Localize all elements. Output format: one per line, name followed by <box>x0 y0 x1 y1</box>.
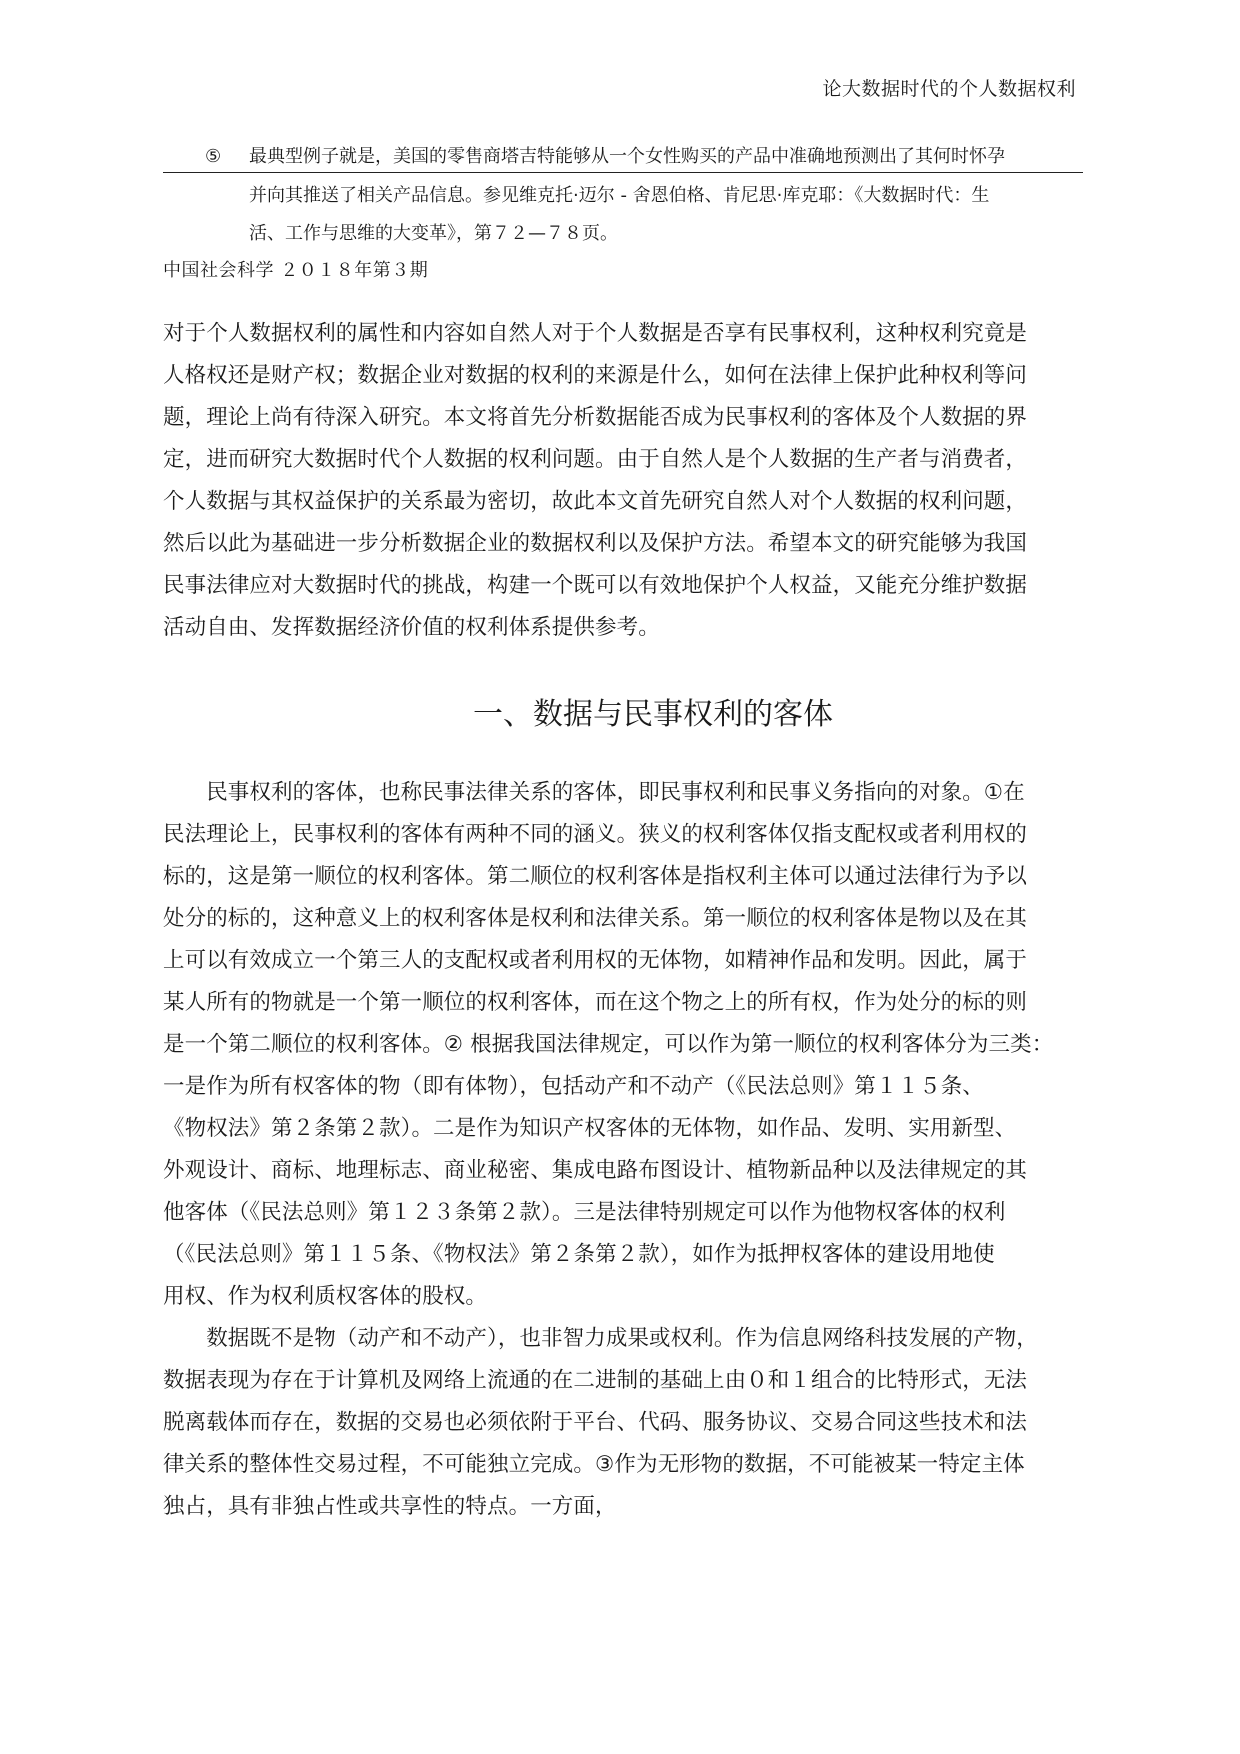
footnote-text: 最典型例子就是，美国的零售商塔吉特能够从一个女性购买的产品中准确地预测出了其何时怀孕 <box>249 146 1005 167</box>
paragraph-line: 脱离载体而存在，数据的交易也必须依附于平台、代码、服务协议、交易合同这些技术和法 <box>163 1410 1028 1435</box>
intro-paragraph <box>163 313 1083 649</box>
paragraph-line: 《物权法》第２条第２款）。二是作为知识产权客体的无体物，如作品、发明、实用新型、 <box>163 1116 1017 1141</box>
paragraph-line: 一是作为所有权客体的物（即有体物），包括动产和不动产（《民法总则》第１１５条、 <box>163 1074 984 1099</box>
paragraph-line: 民事权利的客体，也称民事法律关系的客体，即民事权利和民事义务指向的对象。①在 <box>163 780 1025 805</box>
journal-issue-line: 中国社会科学 ２０１８年第３期 <box>163 260 429 281</box>
paragraph-line: （《民法总则》第１１５条、《物权法》第２条第２款），如作为抵押权客体的建设用地使 <box>163 1242 995 1267</box>
paragraph-line: 人格权还是财产权；数据企业对数据的权利的来源是什么，如何在法律上保护此种权利等问 <box>163 363 1028 388</box>
paragraph-line: 处分的标的，这种意义上的权利客体是权利和法律关系。第一顺位的权利客体是物以及在其 <box>163 906 1028 931</box>
paragraph-line: 个人数据与其权益保护的关系最为密切，故此本文首先研究自然人对个人数据的权利问题， <box>163 489 1028 514</box>
section-heading: 一、数据与民事权利的客体 <box>473 697 833 732</box>
paragraph-line: 外观设计、商标、地理标志、商业秘密、集成电路布图设计、植物新品种以及法律规定的其 <box>163 1158 1028 1183</box>
paragraph-line: 用权、作为权利质权客体的股权。 <box>163 1284 488 1309</box>
paragraph-line: 是一个第二顺位的权利客体。② 根据我国法律规定，可以作为第一顺位的权利客体分为三类： <box>163 1032 1054 1057</box>
paragraph-line: 标的，这是第一顺位的权利客体。第二顺位的权利客体是指权利主体可以通过法律行为予以 <box>163 864 1028 889</box>
paragraph-line: 他客体（《民法总则》第１２３条第２款）。三是法律特别规定可以作为他物权客体的权利 <box>163 1200 1006 1225</box>
paragraph-line: 对于个人数据权利的属性和内容如自然人对于个人数据是否享有民事权利，这种权利究竟是 <box>163 321 1028 346</box>
running-header: 论大数据时代的个人数据权利 <box>822 78 1076 100</box>
paragraph-line: 独占，具有非独占性或共享性的特点。一方面， <box>163 1494 617 1519</box>
paragraph-line: 数据表现为存在于计算机及网络上流通的在二进制的基础上由０和１组合的比特形式，无法 <box>163 1368 1028 1393</box>
footnote-line: 活、工作与思维的大变革》，第７２—７８页。 <box>249 223 618 244</box>
paragraph-line: 某人所有的物就是一个第一顺位的权利客体，而在这个物之上的所有权，作为处分的标的则 <box>163 990 1028 1015</box>
section-body <box>163 772 1083 1528</box>
footnote-line <box>163 142 1083 173</box>
footnote <box>163 142 1083 253</box>
paragraph-line: 然后以此为基础进一步分析数据企业的数据权利以及保护方法。希望本文的研究能够为我国 <box>163 531 1028 556</box>
paragraph-line: 题，理论上尚有待深入研究。本文将首先分析数据能否成为民事权利的客体及个人数据的界 <box>163 405 1028 430</box>
paragraph-line: 律关系的整体性交易过程，不可能独立完成。③作为无形物的数据，不可能被某一特定主体 <box>163 1452 1025 1477</box>
paragraph-line: 定，进而研究大数据时代个人数据的权利问题。由于自然人是个人数据的生产者与消费者， <box>163 447 1028 472</box>
paragraph-line: 活动自由、发挥数据经济价值的权利体系提供参考。 <box>163 615 660 640</box>
paragraph-line: 数据既不是物（动产和不动产），也非智力成果或权利。作为信息网络科技发展的产物， <box>163 1326 1038 1351</box>
paragraph-line: 民事法律应对大数据时代的挑战，构建一个既可以有效地保护个人权益，又能充分维护数据 <box>163 573 1028 598</box>
paragraph-line: 民法理论上，民事权利的客体有两种不同的涵义。狭义的权利客体仅指支配权或者利用权的 <box>163 822 1028 847</box>
footnote-line: 并向其推送了相关产品信息。参见维克托·迈尔 - 舍恩伯格、肯尼思·库克耶：《大数据时代：生 <box>249 185 990 206</box>
footnote-marker: ⑤ <box>205 146 222 167</box>
paragraph-line: 上可以有效成立一个第三人的支配权或者利用权的无体物，如精神作品和发明。因此，属于 <box>163 948 1028 973</box>
